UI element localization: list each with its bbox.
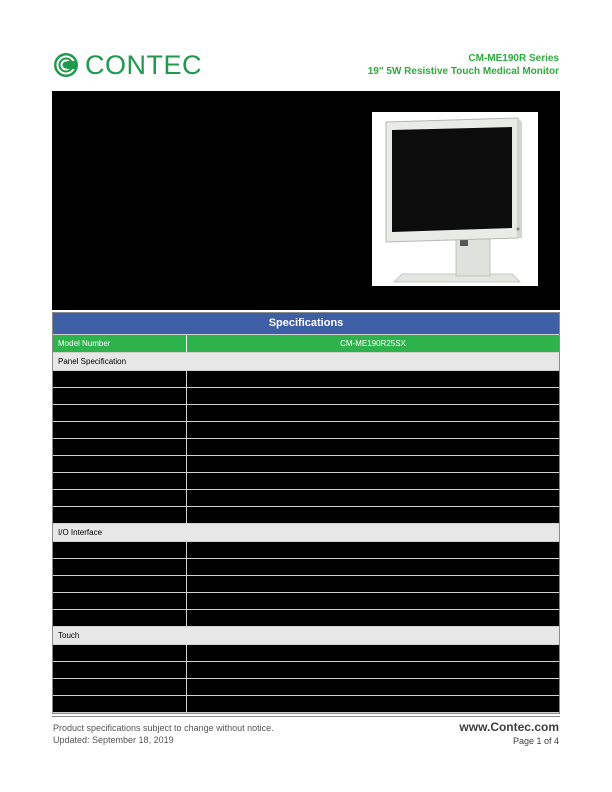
row-label-cell: [53, 645, 187, 661]
row-value-cell: [187, 662, 559, 678]
table-row: [53, 371, 559, 388]
row-label-cell: [53, 456, 187, 472]
row-value-cell: [187, 490, 559, 506]
row-label-cell: [53, 542, 187, 558]
footer-notes: [53, 722, 274, 746]
table-row: [53, 559, 559, 576]
page-number: Page 1 of 4: [512, 736, 559, 746]
row-value-cell: [187, 371, 559, 387]
row-value-cell: [187, 645, 559, 661]
table-row: [53, 593, 559, 610]
table-row: [53, 422, 559, 439]
row-value-cell: [187, 439, 559, 455]
product-subtitle: 19" 5W Resistive Touch Medical Monitor: [367, 66, 559, 77]
specifications-title: Specifications: [53, 313, 559, 335]
row-value-cell: [187, 576, 559, 592]
row-label-cell: [53, 593, 187, 609]
row-label-cell: [53, 388, 187, 404]
row-label-cell: [53, 559, 187, 575]
row-label-cell: [53, 439, 187, 455]
row-value-cell: [187, 542, 559, 558]
model-number-label: Model Number: [53, 335, 187, 352]
row-value-cell: [187, 610, 559, 626]
model-number-value: CM-ME190R25SX: [187, 335, 559, 352]
row-label-cell: [53, 371, 187, 387]
series-title: CM-ME190R Series: [468, 53, 559, 64]
row-value-cell: [187, 679, 559, 695]
model-number-row: [53, 335, 559, 353]
table-row: [53, 610, 559, 627]
row-label-cell: [53, 405, 187, 421]
row-value-cell: [187, 388, 559, 404]
product-image: [372, 112, 538, 286]
table-row: [53, 576, 559, 593]
row-value-cell: [187, 507, 559, 523]
row-label-cell: [53, 679, 187, 695]
row-value-cell: [187, 422, 559, 438]
row-value-cell: [187, 405, 559, 421]
footer-notice: Product specifications subject to change without notice.: [53, 723, 274, 733]
document-header: [368, 52, 559, 79]
row-label-cell: [53, 507, 187, 523]
row-label-cell: [53, 422, 187, 438]
contec-logo-icon: [53, 52, 79, 78]
footer-updated: Updated: September 18, 2019: [53, 735, 174, 745]
brand-name: CONTEC: [85, 50, 202, 80]
contec-logo: [53, 52, 202, 78]
table-row: [53, 473, 559, 490]
table-row: [53, 405, 559, 422]
row-label-cell: [53, 662, 187, 678]
row-label-cell: [53, 610, 187, 626]
section-header: Touch: [53, 627, 559, 645]
section-header: I/O Interface: [53, 524, 559, 542]
row-value-cell: [187, 473, 559, 489]
table-row: [53, 507, 559, 524]
row-value-cell: [187, 559, 559, 575]
table-row: [53, 490, 559, 507]
row-label-cell: [53, 473, 187, 489]
table-row: [53, 696, 559, 713]
table-row: [53, 662, 559, 679]
row-value-cell: [187, 593, 559, 609]
row-label-cell: [53, 696, 187, 712]
row-value-cell: [187, 696, 559, 712]
table-row: [53, 645, 559, 662]
table-row: [53, 439, 559, 456]
row-value-cell: [187, 456, 559, 472]
footer-divider: [52, 716, 560, 717]
table-row: [53, 679, 559, 696]
footer-url[interactable]: www.Contec.com: [459, 720, 559, 734]
specifications-table: [52, 312, 560, 714]
spec-sections: [53, 353, 559, 713]
row-label-cell: [53, 576, 187, 592]
table-row: [53, 388, 559, 405]
section-header: Panel Specification: [53, 353, 559, 371]
footer-meta: [459, 720, 559, 747]
table-row: [53, 456, 559, 473]
table-row: [53, 542, 559, 559]
monitor-icon: [372, 112, 538, 286]
row-label-cell: [53, 490, 187, 506]
